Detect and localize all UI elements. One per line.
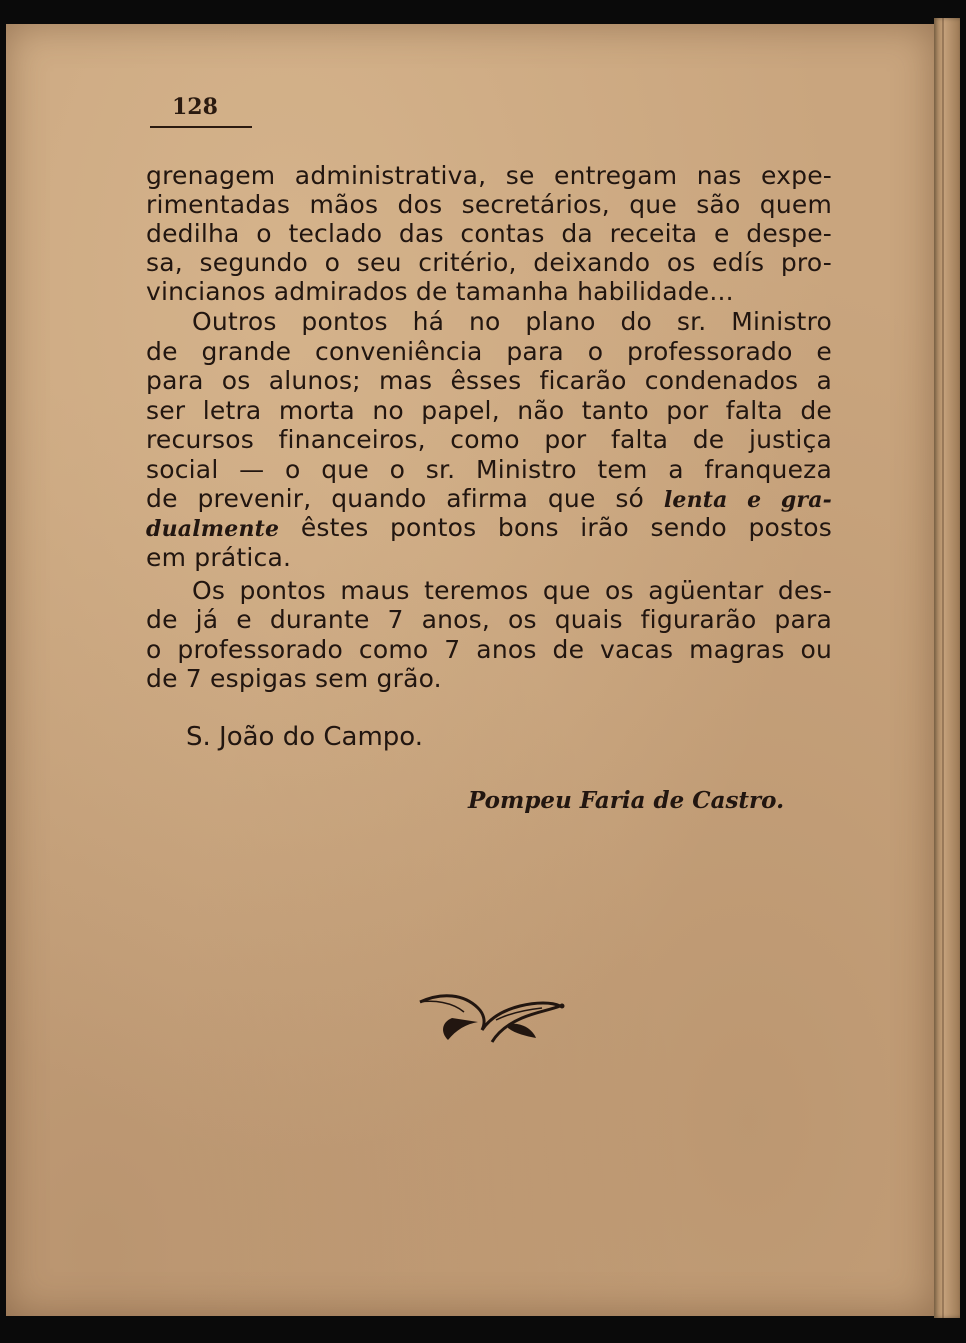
text-line: grenagem administrativa, se entregam nas expe- bbox=[146, 161, 832, 190]
text-line: Outros pontos há no plano do sr. Ministro bbox=[192, 307, 832, 336]
text-segment: êstes pontos bons irão sendo postos bbox=[300, 513, 832, 542]
header-rule bbox=[150, 126, 252, 128]
text-line: ser letra morta no papel, não tanto por falta de bbox=[146, 396, 832, 425]
text-line: rimentadas mãos dos secretários, que são quem bbox=[146, 190, 832, 219]
text-line: para os alunos; mas êsses ficarão condenados a bbox=[146, 366, 832, 395]
text-line: de 7 espigas sem grão. bbox=[146, 664, 442, 693]
text-line: de já e durante 7 anos, os quais figurarão para bbox=[146, 605, 832, 634]
page-edge-line bbox=[942, 18, 944, 1318]
text-line: social — o que o sr. Ministro tem a franqueza bbox=[146, 455, 832, 484]
text-line: o professorado como 7 anos de vacas magras ou bbox=[146, 635, 832, 664]
place-line: S. João do Campo. bbox=[186, 722, 424, 752]
text-line: dedilha o teclado das contas da receita e despe- bbox=[146, 219, 832, 248]
text-line: em prática. bbox=[146, 543, 292, 572]
text-line bbox=[146, 514, 832, 543]
text-line: sa, segundo o seu critério, deixando os edís pro- bbox=[146, 248, 832, 277]
fleuron-ornament-icon bbox=[412, 988, 568, 1048]
page-edge bbox=[934, 18, 960, 1318]
text-line: vincianos admirados de tamanha habilidade... bbox=[146, 277, 734, 306]
text-line: Os pontos maus teremos que os agüentar des- bbox=[192, 576, 832, 605]
text-line: de grande conveniência para o professorado e bbox=[146, 337, 832, 366]
signature: Pompeu Faria de Castro. bbox=[468, 787, 785, 814]
text-segment: de prevenir, quando afirma que só bbox=[146, 484, 645, 513]
italic-emphasis: lenta e gra- bbox=[663, 487, 833, 513]
italic-emphasis: dualmente bbox=[146, 516, 280, 542]
text-line: recursos financeiros, como por falta de justiça bbox=[146, 425, 832, 454]
text-line bbox=[146, 485, 832, 514]
page-number: 128 bbox=[172, 94, 218, 120]
